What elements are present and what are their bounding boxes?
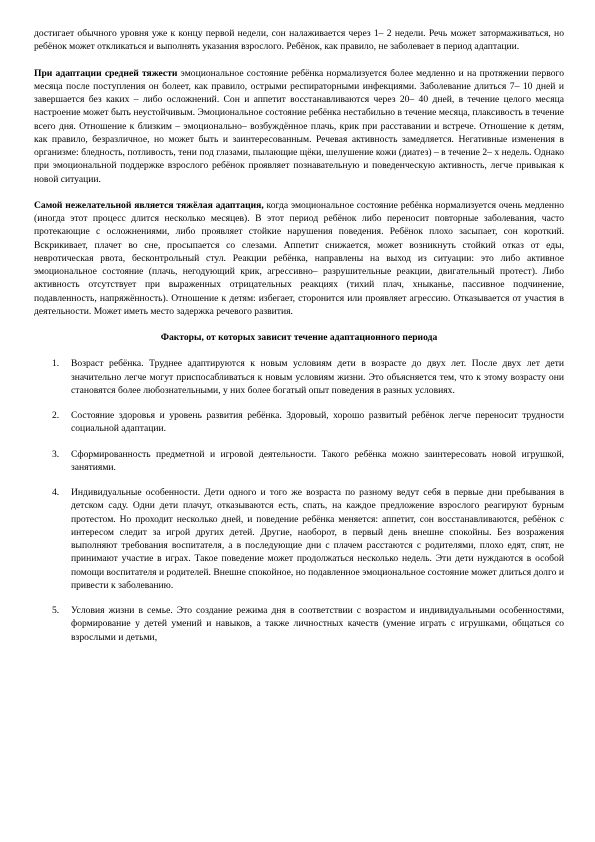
severe-adaptation-paragraph	[34, 199, 564, 318]
list-item-text: Состояние здоровья и уровень развития ребёнка. Здоровый, хорошо развитый ребёнок легче переносит трудности социальной адаптации.	[71, 410, 564, 435]
spacer	[34, 318, 564, 331]
medium-adaptation-paragraph	[34, 67, 564, 186]
spacer	[34, 344, 564, 357]
medium-adaptation-text: эмоциональное состояние ребёнка нормализуется более медленно и на протяжении первого месяца после поступления он болеет, как правило, острыми респираторными инфекциями. Заболевание длиться 7– 10 дней и завершается без каких – либо осложнений. Сон и аппетит восстанавливаются через 20– 40 дней, в течение целого месяца настроение может быть неустойчивым. Эмоциональное состояние ребёнка нестабильно в течение месяца, плаксивость в течение всего дня. Отношение к близким – эмоционально– возбуждённое плачь, крик при расставании и встрече. Отношение к детям, как правило, безразличное, но может быть и заинтересованным. Речевая активность замедляется. Негативные изменения в организме: бледность, потливость, тени под глазами, пылающие щёки, шелушение кожи (диатез) – в течение 2– х недель. Однако при эмоциональной поддержке взрослого ребёнок проявляет познавательную и поведенческую активность, легче привыкая к новой ситуации.	[34, 67, 564, 185]
intro-paragraph: достигает обычного уровня уже к концу первой недели, сон налаживается через 1– 2 недели. Речь может затормаживаться, но ребёнок может откликаться и выполнять указания взрослого. Ребёнок, как правило, не заболевает в период адаптации.	[34, 28, 564, 53]
list-item-text: Условия жизни в семье. Это создание режима дня в соответствии с возрастом и индивидуальными особенностями, формирование у детей умений и навыков, а также личностных качеств (умение играть с игрушками, общаться со взрослыми и детьми,	[71, 605, 564, 643]
list-item	[34, 357, 564, 397]
list-item-number: 4.	[52, 487, 60, 498]
list-item	[34, 604, 564, 644]
spacer	[34, 186, 564, 199]
section-heading: Факторы, от которых зависит течение адаптационного периода	[160, 332, 438, 343]
severe-adaptation-heading: Самой нежелательной является тяжёлая адаптация,	[34, 199, 264, 211]
list-item-number: 5.	[52, 605, 60, 616]
list-item-number: 1.	[52, 358, 60, 370]
medium-adaptation-heading: При адаптации средней тяжести	[34, 67, 178, 79]
document-body	[34, 27, 564, 656]
list-item	[34, 486, 564, 592]
list-item	[34, 448, 564, 475]
spacer	[34, 54, 564, 67]
list-item-number: 3.	[52, 448, 60, 460]
list-item-text: Индивидуальные особенности. Дети одного и того же возраста по разному ведут себя в первые дни пребывания в детском саду. Одни дети плачут, отказываются есть, спать, на каждое предложение взрослого реагируют бурным протестом. Но проходит несколько дней, и поведение ребёнка меняется: аппетит, сон восстанавливаются, ребёнок с интересом следит за игрой других детей. Другие, наоборот, в первый день внешне спокойны. Без возражения выполняют требования воспитателя, а в последующие дни с плачем расстаются с родителями, плохо едят, спят, не принимают участие в играх. Такое поведение может продолжаться несколько недель. Эти дети нуждаются в особой помощи воспитателя и родителей. Внешне спокойное, но подавленное эмоциональное состояние может длиться долго и привести к заболеванию.	[71, 487, 564, 591]
severe-adaptation-text: когда эмоциональное состояние ребёнка нормализуется очень медленно (иногда этот процесс длится несколько месяцев). В этот период ребёнок либо переносит повторные заболевания, часто протекающие с осложнениями, либо проявляет стойкие нарушения поведения. Ребёнок плохо засыпает, сон короткий. Вскрикивает, плачет во сне, просыпается со слезами. Аппетит снижается, может возникнуть стойкий отказ от еды, невротическая рвота, бесконтрольный стул. Реакции ребёнка, направлены на выход из ситуации: это либо активное эмоциональное состояние (плачь, негодующий крик, агрессивно– разрушительные реакции, двигательный протест). Либо активность отсутствует при выраженных отрицательных реакциях (тихий плач, хныканье, пассивное подчинение, подавленность, напряжённость). Отношение к детям: избегает, сторонится или проявляет агрессию. Отказывается от участия в деятельности. Может иметь место задержка речевого развития.	[34, 199, 564, 317]
list-item	[34, 409, 564, 436]
list-item-text: Сформированность предметной и игровой деятельности. Такого ребёнка можно заинтересовать новой игрушкой, занятиями.	[71, 448, 564, 473]
list-item-text: Возраст ребёнка. Труднее адаптируются к новым условиям дети в возрасте до двух лет. После двух лет дети значительно легче могут приспосабливаться к новым условиям жизни. Это объясняется тем, что к этому возрасту они становятся более любознательными, у них более богатый опыт поведения в разных условиях.	[71, 358, 564, 396]
factors-list	[34, 357, 564, 644]
list-item-number: 2.	[52, 410, 60, 421]
